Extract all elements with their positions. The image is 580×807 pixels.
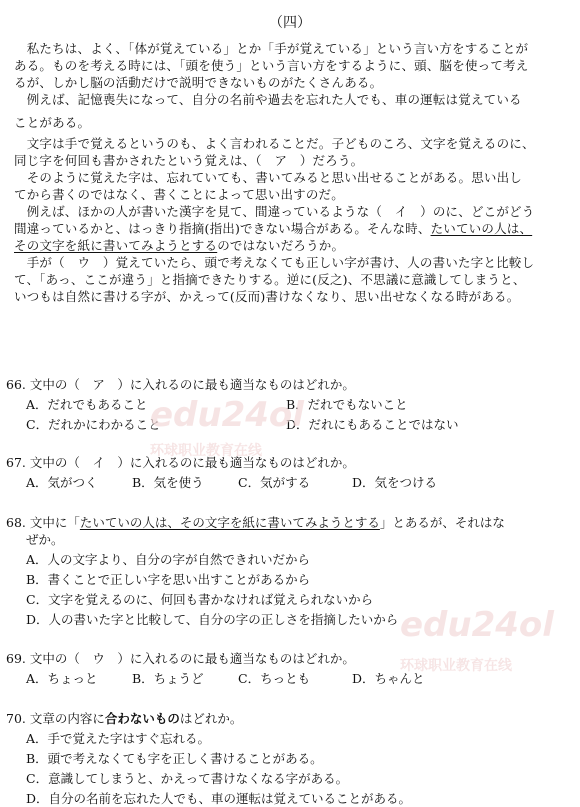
option-b[interactable]: B．頭で考えなくても字を正しく書けることがある。	[26, 751, 323, 766]
watermark-tagline: 环球职业教育在线	[400, 658, 512, 674]
option-b[interactable]: B．書くことで正しい字を思い出すことがあるから	[26, 572, 311, 587]
option-a[interactable]: A．だれでもあること	[26, 397, 148, 412]
reading-passage	[14, 40, 569, 305]
passage-line: 例えば、記憶喪失になって、自分の名前や過去を忘れた人でも、車の運転は覚えている	[14, 92, 522, 107]
option-a[interactable]: A．人の文字より、自分の字が自然できれいだから	[26, 552, 311, 567]
passage-line-text: のではないだろうか。	[217, 238, 345, 253]
options	[6, 670, 566, 687]
section-title: （四）	[269, 15, 311, 31]
underlined-phrase: たいていの人は、	[430, 221, 533, 236]
question-67	[6, 454, 566, 491]
options	[6, 396, 566, 433]
option-d[interactable]: D．自分の名前を忘れた人でも、車の運転は覚えていることがある。	[26, 791, 412, 806]
passage-line: ことがある。	[14, 115, 91, 130]
watermark-logo: edu24ol	[150, 395, 304, 435]
question-text: 文中の（ ア ）に入れるのに最も適当なものはどれか。	[29, 377, 355, 392]
underlined-phrase: たいていの人は、その文字を紙に書いてみようとする	[79, 515, 380, 530]
question-number: 68.	[6, 515, 26, 530]
question-text: 」とあるが、それはな	[379, 515, 505, 530]
question-number: 67.	[6, 455, 26, 470]
passage-line: 同じ字を何回も書かされたという覚えは、（ ア ）だろう。	[14, 153, 364, 168]
passage-line: て、「あっ、ここが違う」と指摘できたりする。逆に(反之)、不思議に意識してしまうと、	[14, 272, 526, 287]
question-text: 文中に「	[29, 515, 80, 530]
question-text: 文中の（ イ ）に入れるのに最も適当なものはどれか。	[29, 455, 355, 470]
passage-line: 例えば、ほかの人が書いた漢字を見て、間違っているような（ イ ）のに、どこがどう	[14, 204, 535, 219]
passage-line	[14, 220, 569, 237]
question-stem-continued: ぜか。	[26, 532, 64, 547]
option-c[interactable]: C．文字を覚えるのに、何回も書かなければ覚えられないから	[26, 592, 374, 607]
watermark-tagline: 环球职业教育在线	[150, 443, 262, 459]
emphasized-phrase: 合わないもの	[104, 711, 180, 726]
option-b[interactable]: B．気を使う	[132, 475, 204, 490]
passage-line: いつもは自然に書ける字が、かえって(反而)書けなくなり、思い出せなくなる時がある。	[14, 289, 520, 304]
question-text: はどれか。	[179, 711, 243, 726]
question-stem	[6, 514, 566, 531]
question-number: 69.	[6, 651, 26, 666]
option-d[interactable]: D．だれにもあることではない	[286, 417, 459, 432]
option-d[interactable]: D．ちゃんと	[352, 671, 425, 686]
passage-line: てから書くのではなく、書くことによって思い出すのだ。	[14, 187, 344, 202]
question-stem	[6, 376, 566, 393]
option-a[interactable]: A．ちょっと	[26, 671, 98, 686]
option-c[interactable]: C．意識してしまうと、かえって書けなくなる字がある。	[26, 771, 349, 786]
question-stem	[6, 454, 566, 471]
option-a[interactable]: A．手で覚えた字はすぐ忘れる。	[26, 731, 211, 746]
watermark-logo: edu24ol	[400, 605, 554, 645]
passage-line: そのように覚えた字は、忘れていても、書いてみると思い出せることがある。思い出し	[14, 170, 523, 185]
question-69	[6, 650, 566, 687]
passage-line	[14, 237, 569, 254]
question-68	[6, 514, 566, 631]
question-stem	[6, 650, 566, 667]
question-number: 70.	[6, 711, 26, 726]
option-c[interactable]: C．ちっとも	[238, 671, 311, 686]
passage-line: 文字は手で覚えるというのも、よく言われることだ。子どものころ、文字を覚えるのに、	[14, 136, 535, 151]
question-text: 文章の内容に	[29, 711, 105, 726]
passage-line: ある。ものを考える時には、「頭を使う」という言い方をするように、頭、脳を使って考え	[14, 58, 529, 73]
options	[6, 551, 566, 628]
option-a[interactable]: A．気がつく	[26, 475, 98, 490]
option-b[interactable]: B．だれでもないこと	[286, 397, 408, 412]
passage-line: 私たちは、よく、「体が覚えている」とか「手が覚えている」という言い方をすることが	[14, 41, 529, 56]
question-66	[6, 376, 566, 433]
question-stem	[6, 710, 566, 727]
option-c[interactable]: C．だれかにわかること	[26, 417, 161, 432]
underlined-phrase: その文字を紙に書いてみようとする	[14, 238, 218, 253]
question-text: 文中の（ ウ ）に入れるのに最も適当なものはどれか。	[29, 651, 355, 666]
option-b[interactable]: B．ちょうど	[132, 671, 204, 686]
passage-line: るが、しかし脳の活動だけで説明できないものがたくさんある。	[14, 75, 383, 90]
passage-line: 手が（ ウ ）覚えていたら、頭で考えなくても正しい字が書け、人の書いた字と比較し	[14, 255, 535, 270]
question-number: 66.	[6, 377, 26, 392]
passage-line-text: 間違っているかと、はっきり指摘(指出)できない場合がある。そんな時、	[14, 221, 431, 236]
option-d[interactable]: D．人の書いた字と比較して、自分の字の正しさを指摘したいから	[26, 612, 399, 627]
option-c[interactable]: C．気がする	[238, 475, 311, 490]
options	[6, 474, 566, 491]
option-d[interactable]: D．気をつける	[352, 475, 438, 490]
question-70	[6, 710, 566, 807]
options	[6, 730, 566, 807]
